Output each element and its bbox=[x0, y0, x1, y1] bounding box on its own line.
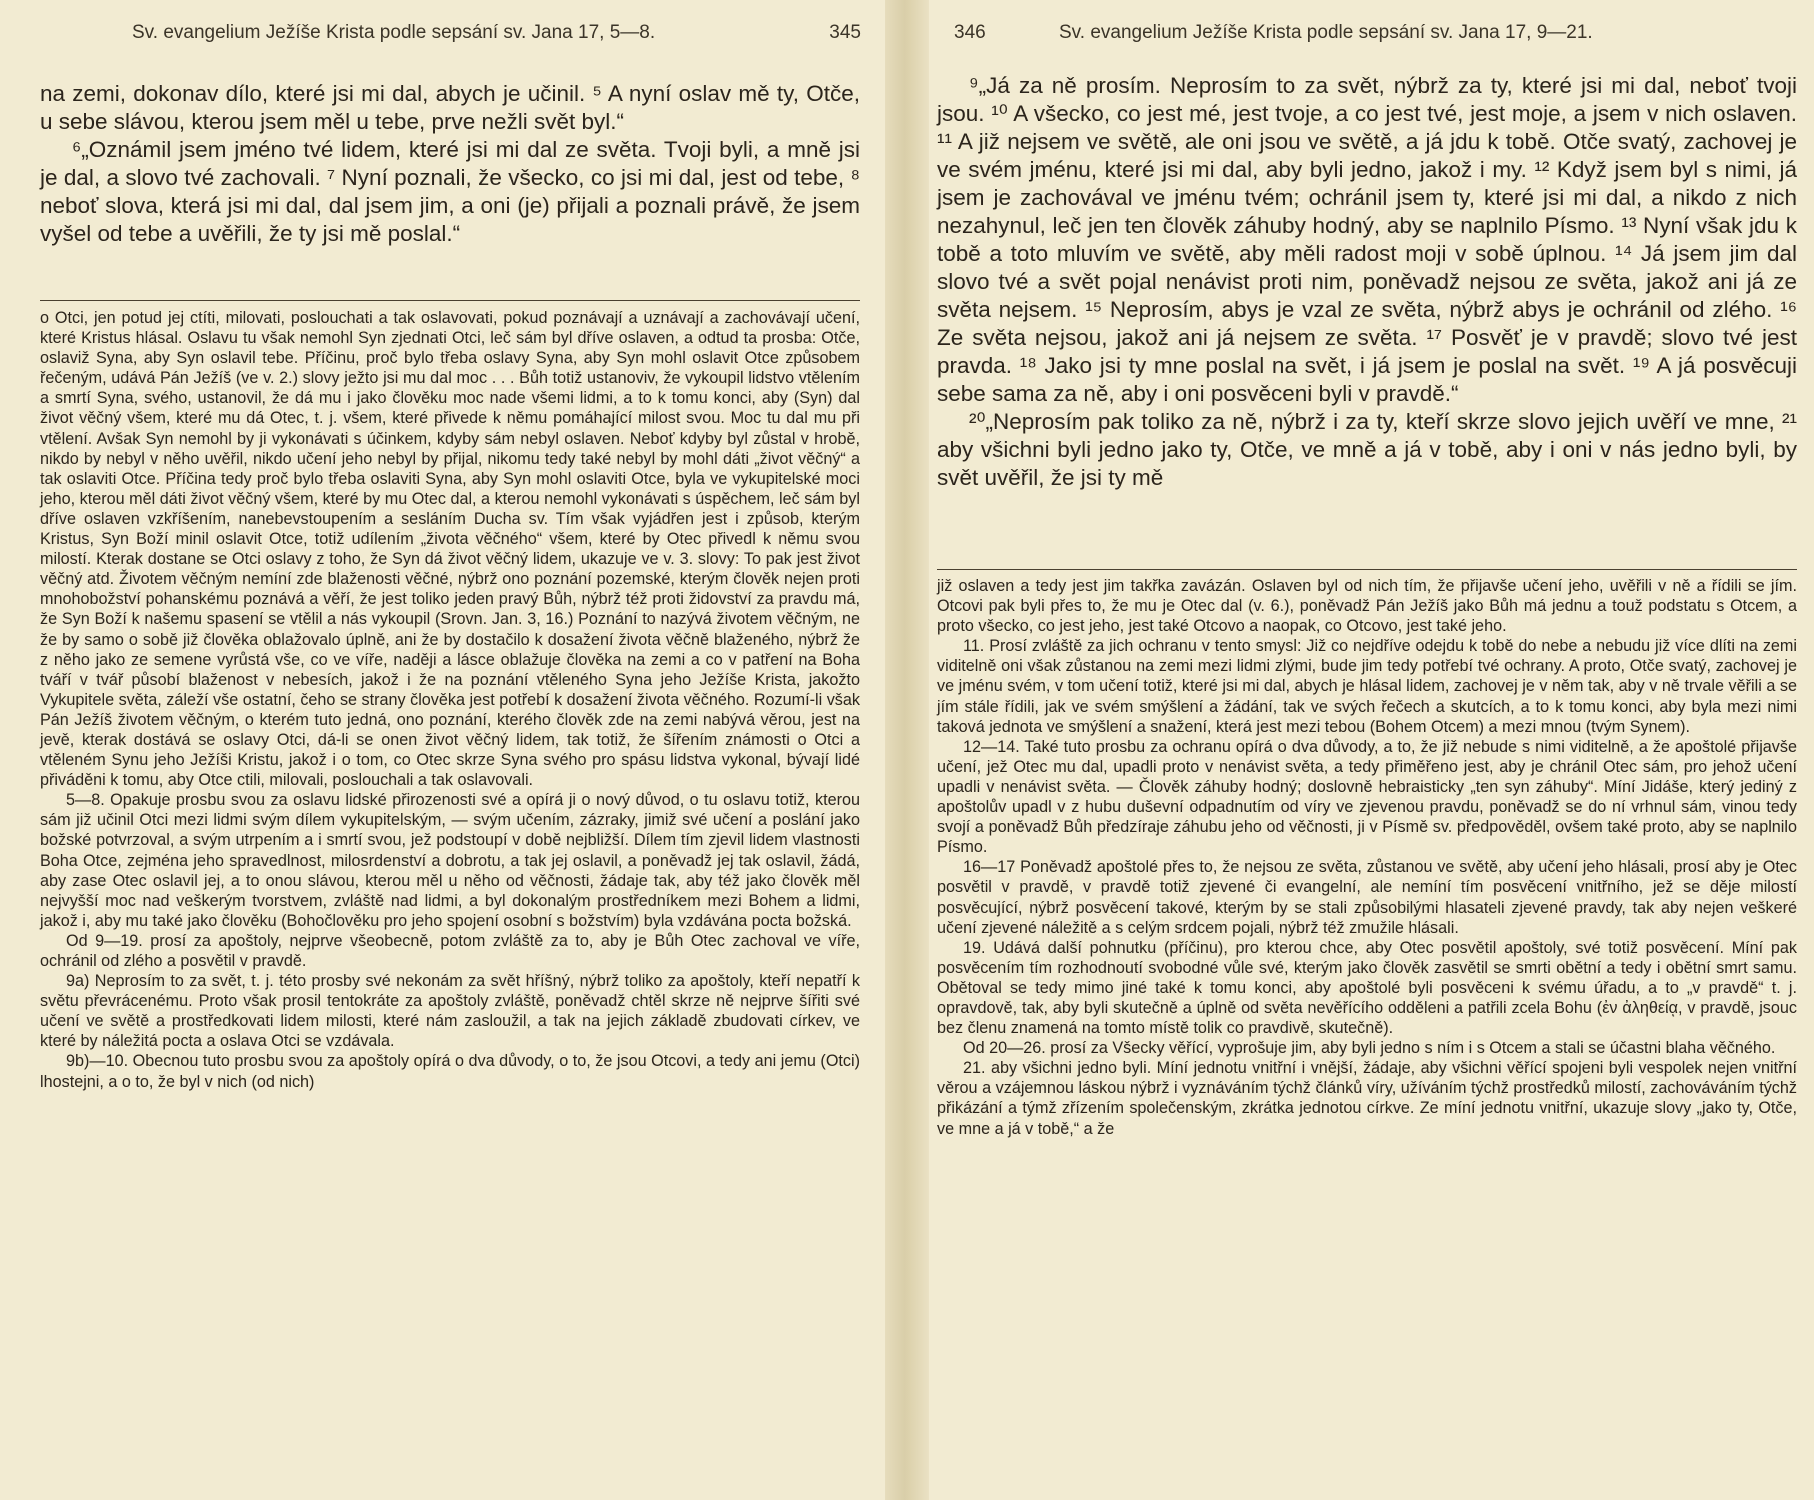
right-running-header: Sv. evangelium Ježíše Krista podle sepsání sv. Jana 17, 9—21. bbox=[1059, 22, 1593, 43]
scripture-paragraph: ²⁰„Neprosím pak toliko za ně, nýbrž i za ty, kteří skrze slovo jejich uvěří ve mne, ²¹ aby všichni byli jedno jako ty, Otče, ve mně a já v tobě, aby i oni v nás jedno byli, by svět uvěřil, že jsi ty mě bbox=[937, 409, 1797, 490]
left-page-number: 345 bbox=[829, 22, 861, 43]
commentary-paragraph: 21. aby všichni jedno byli. Míní jednotu vnitřní i vnější, žádaje, aby všichni věřící spojeni byli vespolek nejen vnitřní věrou a vzájemnou láskou nýbrž i vyznáváním týchž článků víry, užíváním týchž prostředků milostí, zachováváním týchž přikázání a týmž zřízením společenským, zkrátka jednotou církve. Ze míní jednotu vnitřní, ukazuje slovy „jako ty, Otče, ve mne a já v tobě,“ a že bbox=[937, 1059, 1797, 1138]
commentary-paragraph: 11. Prosí zvláště za jich ochranu v tento smysl: Již co nejdříve odejdu k tobě do nebe a nebudu již více dlíti na zemi viditelně oni však zůstanou na zemi mezi lidmi zlými, bude jim tedy potřebí tvé ochrany. A proto, Otče svatý, zachovej je ve jménu svém, v tom učení totiž, které jsi mi dal, abych je hlásal lidem, zachovej je v něm tak, aby v ně trvale věřili a se jím stále řídili, jak ve svém smýšlení a žádání, tak ve svých řečech a skutcích, a to k tomu konci, aby byla mezi nimi taková jednota ve smýšlení a snažení, která jest mezi tebou (Bohem Otcem) a mezi mnou (tvým Synem). bbox=[937, 637, 1797, 736]
left-page bbox=[0, 0, 885, 1500]
left-scripture-text bbox=[40, 80, 860, 248]
commentary-paragraph: Od 9—19. prosí za apoštoly, nejprve všeobecně, potom zvláště za to, aby je Bůh Otec zachoval ve víře, ochránil od zlého a posvětil v pravdě. bbox=[40, 931, 860, 970]
right-commentary bbox=[937, 576, 1797, 1139]
book-gutter bbox=[885, 0, 929, 1500]
commentary-paragraph: 9b)—10. Obecnou tuto prosbu svou za apoštoly opírá o dva důvody, o to, že jsou Otcovi, a tedy ani jemu (Otci) lhostejni, a o to, že byl v nich (od nich) bbox=[40, 1052, 860, 1091]
scripture-paragraph: ⁶„Oznámil jsem jméno tvé lidem, které jsi mi dal ze světa. Tvoji byli, a mně jsi je dal, a slovo tvé zachovali. ⁷ Nyní poznali, že všecko, co jsi mi dal, jest od tebe, ⁸ neboť slova, která jsi mi dal, dal jsem jim, a oni (je) přijali a poznali právě, že jsem vyšel od tebe a uvěřili, že ty jsi mě poslal.“ bbox=[40, 137, 860, 246]
left-running-header: Sv. evangelium Ježíše Krista podle sepsání sv. Jana 17, 5—8. bbox=[132, 22, 656, 43]
commentary-paragraph: 9a) Neprosím to za svět, t. j. této prosby své nekonám za svět hříšný, nýbrž toliko za apoštoly, kteří nepatří k světu převrácenému. Proto však prosil tentokráte za apoštoly zvláště, poněvadž chtěl skrze ně nejprve šířiti své učení ve světě a prostředkovati lidem milosti, které nám zasloužil, a tak na jejich základě zbudovati církev, ve které by náležitá pocta a oslava Otci se vzdávala. bbox=[40, 972, 860, 1051]
commentary-paragraph: 5—8. Opakuje prosbu svou za oslavu lidské přirozenosti své a opírá ji o nový důvod, o tu oslavu totiž, kterou sám již učinil Otci mezi lidmi svým dílem vykupitelským, — svým učením, zázraky, jimiž své učení a poslání jako božské potvrzoval, a svým utrpením a i smrtí svou, jež podstoupí v době nejbližší. Dílem tím zjevil lidem vlastnosti Boha Otce, zejména jeho spravedlnost, milosrdenství a dobrotu, a tak jej oslavil, a poněvadž jej tak oslavil, žádá, aby zase Otec oslavil jej, a to onou slávou, kterou měl u něho od věčnosti, žádaje tak, aby též jako člověk měl nejvyšší moc nad veškerým tvorstvem, zvláště nad lidmi, a byl dokonalým prostředníkem mezi Bohem a lidmi, jakož i, aby mu také jako člověku (Bohočlověku pro jeho spojení osobní s božstvím) byla vzdávána pocta božská. bbox=[40, 791, 860, 930]
left-commentary bbox=[40, 308, 860, 1092]
commentary-paragraph: 12—14. Také tuto prosbu za ochranu opírá o dva důvody, a to, že již nebude s nimi viditelně, a že apoštolé přijavše učení, jež Otec mu dal, upadli proto v nenávist světa, a tedy přiměřeno jest, aby je chránil Otec sám, pro jehož učení upadli v nenávist světa. — Člověk záhuby hodný; doslovně hebraisticky „ten syn záhuby“. Míní Jidáše, který jediný z apoštolův upadl v z hubu duševní odpadnutím od víry ve zjevenou pravdu, poněvadž se do ní vrhnul sám, vinou tedy svojí a poněvadž Bůh předzíraje záhubu jeho od věčnosti, ji v Písmě sv. předpověděl, ovšem také proto, aby se naplnilo Písmo. bbox=[937, 737, 1797, 857]
right-page-number: 346 bbox=[954, 22, 986, 43]
left-divider bbox=[40, 300, 860, 301]
commentary-paragraph: Od 20—26. prosí za Všecky věřící, vyprošuje jim, aby byli jedno s ním i s Otcem a stali se účastni blaha věčného. bbox=[963, 1039, 1776, 1058]
right-page bbox=[929, 0, 1814, 1500]
commentary-paragraph: 16—17 Poněvadž apoštolé přes to, že nejsou ze světa, zůstanou ve světě, aby učení jeho hlásali, prosí aby je Otec posvětil v pravdě, v pravdě totiž zjevené či evangelní, ale nemíní tím posvěcení vnitřního, jež se děje milostí posvěcující, nýbrž posvěcení takové, kterým by se stali způsobilými hlasateli zjevené pravdy, tak aby nejen veškeré učení zjevené náležitě a s celým srdcem pojali, nýbrž též zmužile hlásali. bbox=[937, 858, 1797, 937]
scripture-paragraph: na zemi, dokonav dílo, které jsi mi dal, abych je učinil. ⁵ A nyní oslav mě ty, Otče, u sebe slávou, kterou jsem měl u tebe, prve nežli svět byl.“ bbox=[40, 81, 860, 134]
right-divider bbox=[937, 569, 1797, 570]
right-scripture-text bbox=[937, 72, 1797, 492]
scripture-paragraph: ⁹„Já za ně prosím. Neprosím to za svět, nýbrž za ty, které jsi mi dal, neboť tvoji jsou. ¹⁰ A všecko, co jest mé, jest tvoje, a co jest tvé, jest moje, a jsem v nich oslaven. ¹¹ A již nejsem ve světě, ale oni jsou ve světě, a já jdu k tobě. Otče svatý, zachovej je ve svém jménu, které jsi mi dal, aby byli jedno, jakož i my. ¹² Když jsem byl s nimi, já jsem je zachovával ve jménu tvém; ochránil jsem ty, které jsi mi dal, a nikdo z nich nezahynul, leč jen ten člověk záhuby hodný, aby se naplnilo Písmo. ¹³ Nyní však jdu k tobě a toto mluvím ve světě, aby měli radost moji v sobě úplnou. ¹⁴ Já jsem jim dal slovo tvé a svět pojal nenávist proti nim, poněvadž nejsou ze světa, jakož ani já ze světa nejsem. ¹⁵ Neprosím, abys je vzal ze světa, nýbrž abys je ochránil od zlého. ¹⁶ Ze světa nejsou, jakož ani já nejsem ze světa. ¹⁷ Posvěť je v pravdě; slovo tvé jest pravda. ¹⁸ Jako jsi ty mne poslal na svět, i já jsem je poslal na svět. ¹⁹ A já posvěcuji sebe sama za ně, aby i oni posvěceni byli v pravdě.“ bbox=[937, 73, 1797, 406]
commentary-paragraph: již oslaven a tedy jest jim takřka zavázán. Oslaven byl od nich tím, že přijavše učení jeho, uvěřili v ně a řídili se jím. Otcovi pak byli přes to, že mu je Otec dal (v. 6.), poněvadž Pán Ježíš jako Bůh má jednu a touž podstatu s Otcem, a proto všecko, co jest jeho, jest také Otcovo a naopak, co Otcovo, jest také jeho. bbox=[937, 577, 1797, 636]
commentary-paragraph: o Otci, jen potud jej ctíti, milovati, poslouchati a tak oslavovati, pokud poznávají a uznávají a zachovávají učení, které Kristus hlásal. Oslavu tu však nemohl Syn zjednati Otci, leč sám byl dříve oslaven, a odtud ta prosba: Otče, oslaviž Syna, aby Syn oslavil tebe. Příčinu, proč bylo třeba oslavy Syna, aby Syn mohl oslavit Otce způsobem řečeným, udává Pán Ježíš (ve v. 2.) slovy ježto jsi mu dal moc . . . Bůh totiž ustanoviv, že vykoupil lidstvo vtělením a smrtí Syna, svého, ustanovil, že dá mu i jako člověku moc nade všemi lidmi, a to k tomu konci, aby (Syn) dal život věčný všem, které mu dá Otec, t. j. všem, které přivede k němu pomáhající milost svou. Moc tu dal mu při vtělení. Avšak Syn nemohl by ji vykonávati s účinkem, kdyby sám nebyl oslaven. Neboť kdyby byl zůstal v hrobě, nikdo by nebyl v něho uvěřil, nikdo učení jeho nebyl by přijal, nikomu tedy také nebyl by mohl dáti „život věčný“ a tak oslaviti Otce. Příčina tedy proč bylo třeba oslaviti Syna, aby Syn mohl oslaviti Otce, byla ve vykupitelské moci jeho, kterou měl dáti život věčný všem, které by mu Otec dal, a kterou nemohl vykonávati s úspěchem, leč sám byl dříve oslaven vzkříšením, nanebevstoupením a sesláním Ducha sv. Tím však vyjádřen jest i způsob, kterým Kristus, Syn Boží minil oslavit Otce, totiž udílením „života věčného“ všem, které by Otec přivedl k němu svou milostí. Kterak dostane se Otci oslavy z toho, že Syn dá život věčný lidem, ukazuje ve v. 3. slovy: To pak jest život věčný atd. Životem věčným nemíní zde blaženosti věčné, nýbrž ono poznání pozemské, kterým člověk nejen proti mnohobožství pohanskému poznává a věří, že jest toliko jeden pravý Bůh, nýbrž též proti židovství za pravdu má, že Syn Boží k našemu spasení se vtělil a nás vykoupil (Srovn. Jan. 3, 16.) Poznání to nazývá životem věčným, ne že by samo o sobě již člověka oblažovalo úplně, ani že by dostačilo k dosažení života věčně blaženého, nýbrž že z něho jako ze semene vyrůstá vše, co ve víře, naději a lásce oblažuje člověka na zemi a co v patření na Boha tváří v tvář působí blaženost v nebesích, jakož i že na poznání vtěleného Syna jeho Ježíše Krista, jakožto Vykupitele světa, záleží vše ostatní, čeho se strany člověka jest potřebí k dosažení života věčného. Rozumí-li však Pán Ježíš životem věčným, o kterém tuto jedná, ono poznání, kterého člověk zde na zemi nabývá věrou, jest na jevě, kterak dostává se oslavy Otci, dá-li se onen život věčný lidem, tak totiž, že šířením známosti o Otci a vtěleném Synu jeho Ježíši Kristu, jakož i o tom, co Otec skrze Syna svého pro spásu lidstva vykonal, bývají lidé přiváděni k tomu, aby Otce ctili, milovali, poslouchali a tak oslavovali. bbox=[40, 309, 860, 790]
commentary-paragraph: 19. Udává další pohnutku (příčinu), pro kterou chce, aby Otec posvětil apoštoly, své totiž posvěcení. Míní pak posvěcením tím rozhodnoutí svobodné vůle své, kterým jako člověk zasvětil se smrti obětní a tedy i obětní smrt samu. Obětoval se tedy mimo jiné také k tomu konci, aby apoštolé byli posvěceni k svému úřadu, a to „v pravdě“ t. j. opravdově, tak, aby byli skutečně a úplně od světa nevěřícího odděleni a patřili zcela Bohu (ἐν ἀληθείᾳ, v pravdě, jsouc bez členu znamená na tomto místě tolik co pravdivě, skutečně). bbox=[937, 938, 1797, 1038]
